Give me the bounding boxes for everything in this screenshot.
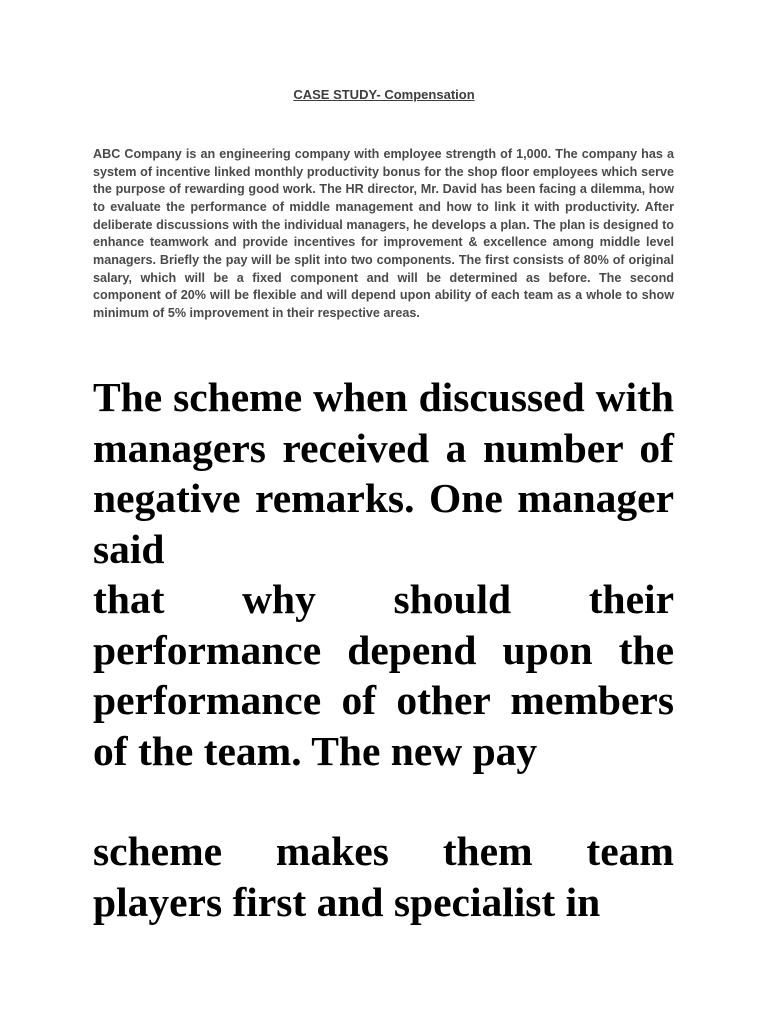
body-paragraph-3: scheme makes them team players first and specialist in <box>93 828 674 925</box>
intro-paragraph: ABC Company is an engineering company with employee strength of 1,000. The company has a system of incentive linked monthly productivity bonus for the shop floor employees which serve the purpose of rewarding good work. The HR director, Mr. David has been facing a dilemma, how to evaluate the performance of middle management and how to link it with productivity. After deliberate discussions with the individual managers, he develops a plan. The plan is designed to enhance teamwork and provide incentives for improvement & excellence among middle level managers. Briefly the pay will be split into two components. The first consists of 80% of original salary, which will be a fixed component and will be determined as before. The second component of 20% will be flexible and will depend upon ability of each team as a whole to show minimum of 5% improvement in their respective areas. <box>93 147 674 320</box>
body-paragraph-1: The scheme when discussed with managers received a number of negative remarks. One manager said <box>93 374 674 572</box>
body-paragraph-2: that why should their performance depend upon the performance of other members of the team. The new pay <box>93 576 674 774</box>
page-title: CASE STUDY- Compensation <box>293 87 475 102</box>
